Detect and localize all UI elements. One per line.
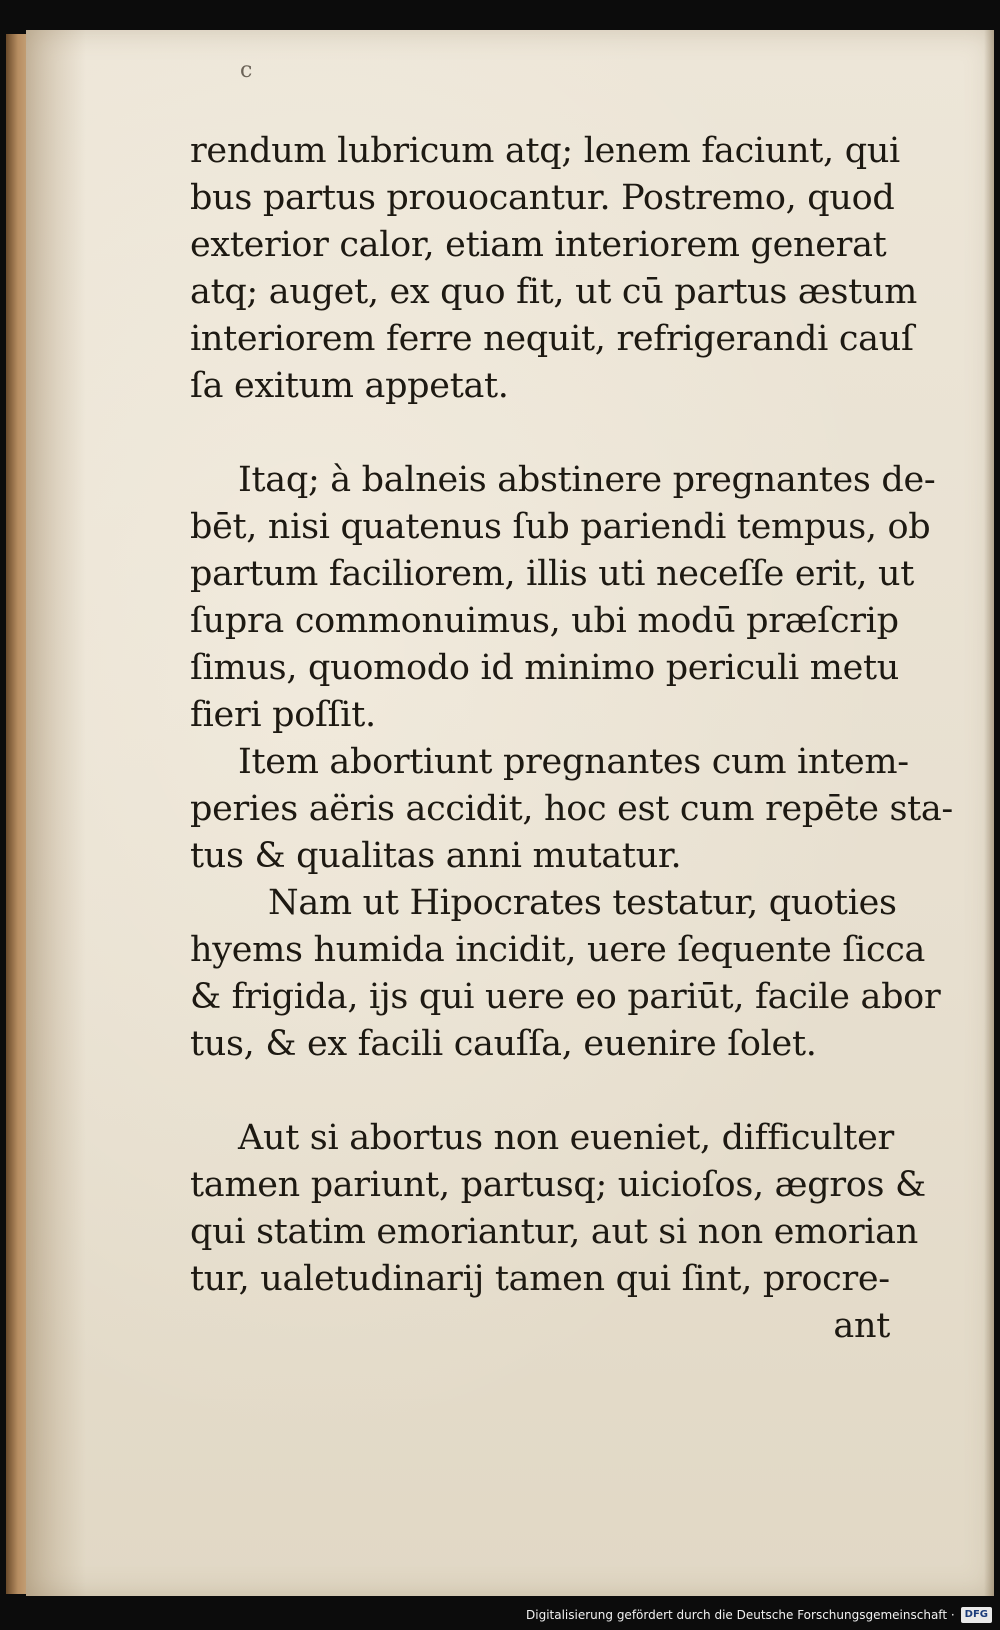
- text-line: bus partus prouocantur. Postremo, quod: [190, 178, 895, 218]
- text-line: atq; auget, ex quo fit, ut cū partus æstum: [190, 272, 918, 312]
- text-line: tur, ualetudinarij tamen qui ſint, procre-: [190, 1259, 890, 1299]
- text-line: hyems humida incidit, uere ſequente ſicca: [190, 930, 926, 970]
- text-line: tus & qualitas anni mutatur.: [190, 836, 682, 876]
- text-line: Item abortiunt pregnantes cum intem-: [238, 742, 909, 782]
- footer-credit: Digitalisierung gefördert durch die Deutsche Forschungsgemeinschaft ·: [526, 1608, 955, 1622]
- text-line: peries aëris accidit, hoc est cum repēte sta-: [190, 789, 953, 829]
- page-text-block: [190, 128, 953, 1350]
- text-line: Nam ut Hipocrates testatur, quoties: [268, 883, 897, 923]
- text-line: tus, & ex facili cauſſa, euenire ſolet.: [190, 1024, 817, 1064]
- text-line: qui statim emoriantur, aut si non emorian: [190, 1212, 918, 1252]
- paragraph-gap: [190, 1068, 910, 1115]
- text-line: Itaq; à balneis abstinere pregnantes de-: [238, 460, 936, 500]
- text-line: ſa exitum appetat.: [190, 366, 509, 406]
- text-line: ſupra commonuimus, ubi modū præſcrip: [190, 601, 899, 641]
- text-line: exterior calor, etiam interiorem generat: [190, 225, 887, 265]
- page-mark: c: [240, 58, 253, 83]
- catchword: ant: [833, 1306, 890, 1346]
- text-line: Aut si abortus non eueniet, difficulter: [238, 1118, 894, 1158]
- paragraph-gap: [190, 410, 910, 457]
- page-right-edge: [984, 30, 994, 1596]
- digitization-footer: [526, 1604, 992, 1626]
- text-line: partum faciliorem, illis uti neceſſe erit, ut: [190, 554, 915, 594]
- dfg-logo-icon: DFG: [961, 1607, 992, 1623]
- page-gutter-shadow: [26, 30, 86, 1596]
- text-line: ſimus, quomodo id minimo periculi metu: [190, 648, 900, 688]
- text-line: tamen pariunt, partusq; uicioſos, ægros &: [190, 1165, 926, 1205]
- text-line: fieri poſſit.: [190, 695, 376, 735]
- text-line: rendum lubricum atq; lenem faciunt, qui: [190, 131, 900, 171]
- text-line: interiorem ferre nequit, refrigerandi cauſ: [190, 319, 914, 359]
- text-line: bēt, nisi quatenus ſub pariendi tempus, ob: [190, 507, 931, 547]
- text-line: & frigida, ijs qui uere eo pariūt, facile abor: [190, 977, 941, 1017]
